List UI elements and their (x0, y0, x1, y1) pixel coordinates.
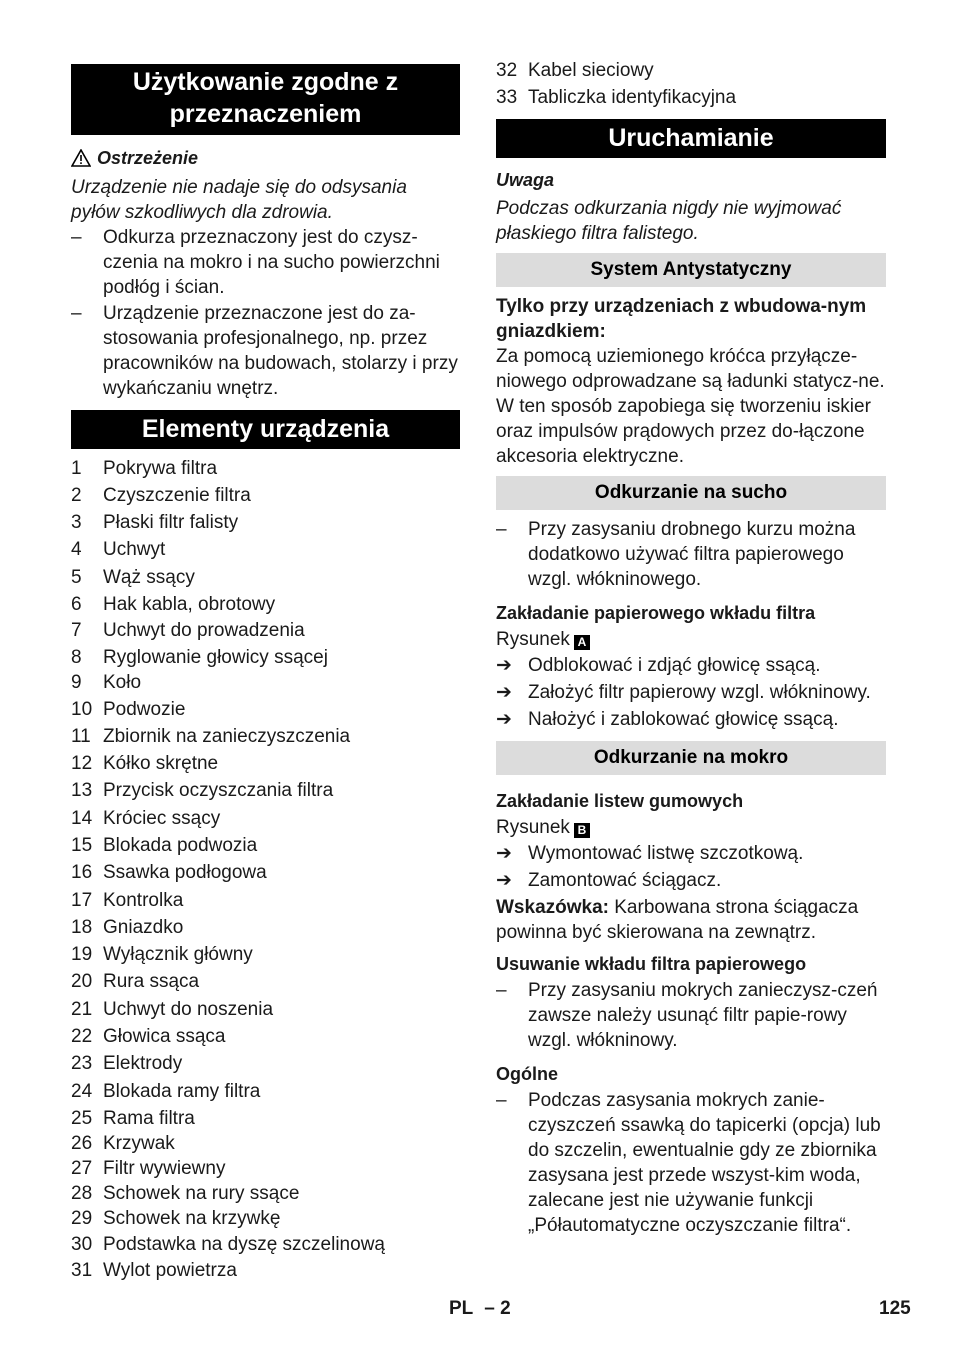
list-item (71, 806, 460, 831)
arrow-right-icon: ➔ (496, 682, 512, 703)
section-title-components: Elementy urządzenia (71, 410, 460, 449)
item-number: 14 (71, 808, 93, 829)
list-item (71, 969, 460, 994)
item-label: Blokada ramy filtra (103, 1081, 261, 1102)
section-title-intended-use: Użytkowanie zgodne z przeznaczeniem (71, 64, 460, 135)
list-item (71, 751, 460, 776)
item-number: 26 (71, 1133, 93, 1154)
item-label: Uchwyt do noszenia (103, 999, 274, 1020)
list-item (71, 915, 460, 940)
list-item: 32 Kabel sieciowy (496, 60, 654, 81)
item-label: Pokrywa filtra (103, 458, 218, 479)
list-item (71, 1131, 460, 1156)
item-number: 18 (71, 917, 93, 938)
note-label: Uwaga (496, 170, 555, 190)
item-label: Blokada podwozia (103, 835, 258, 856)
footer-language-page (449, 1297, 511, 1321)
item-number: 16 (71, 862, 93, 883)
item-number: 22 (71, 1026, 93, 1047)
item-label: Rama filtra (103, 1108, 195, 1129)
list-item (71, 670, 460, 695)
list-item (71, 1024, 460, 1049)
list-item: 33 Tabliczka identyfikacyjna (496, 87, 737, 108)
item-label: Gniazdko (103, 917, 184, 938)
subsection-dry-vacuuming: Odkurzanie na sucho (496, 476, 886, 510)
item-label: Schowek na krzywkę (103, 1208, 281, 1229)
list-item (71, 510, 460, 535)
item-number: 30 (71, 1234, 93, 1255)
list-item (71, 1106, 460, 1131)
list-item (71, 1079, 460, 1104)
item-number: 13 (71, 780, 93, 801)
step-item: ➔ Zamontować ściągacz. (496, 870, 722, 891)
item-number: 6 (71, 594, 82, 615)
list-item: – Urządzenie przeznaczone jest do za-stosowania profesjonalnego, np. przez pracowników na budowach, stolarzy i przy wykańczaniu wnętrz. (71, 303, 458, 399)
item-number: 20 (71, 971, 93, 992)
general-heading: Ogólne (496, 1064, 558, 1084)
item-label: Głowica ssąca (103, 1026, 226, 1047)
item-number: 24 (71, 1081, 93, 1102)
list-item (71, 1051, 460, 1076)
warning-heading (71, 147, 460, 169)
list-item (71, 942, 460, 967)
item-number: 7 (71, 620, 82, 641)
item-number: 12 (71, 753, 93, 774)
footer-page-sep: – 2 (484, 1298, 511, 1319)
hint-text: Wskazówka: Karbowana strona ściągacza powinna być skierowana na zewnątrz. (496, 897, 859, 943)
step-item: ➔ Odblokować i zdjąć głowicę ssącą. (496, 655, 821, 676)
item-label: Czyszczenie filtra (103, 485, 251, 506)
item-number: 23 (71, 1053, 93, 1074)
item-number: 1 (71, 458, 82, 479)
item-label: Uchwyt (103, 539, 166, 560)
list-item (71, 1156, 460, 1181)
figure-reference-a: Rysunek A (496, 627, 886, 652)
item-label: Hak kabla, obrotowy (103, 594, 276, 615)
item-label: Kółko skrętne (103, 753, 219, 774)
item-number: 27 (71, 1158, 93, 1179)
list-item (71, 618, 460, 643)
antistatic-text: Za pomocą uziemionego króćca przyłącze-niowego odprowadzane są ładunki statycz-ne. W ten sposób zapobiega się tworzeniu iskier oraz impulsów prądowych przez do-łączone akcesoria elektryczne. (496, 346, 885, 467)
item-number: 25 (71, 1108, 93, 1129)
list-item (71, 1232, 460, 1257)
item-label: Ryglowanie głowicy ssącej (103, 647, 328, 668)
warning-label: Ostrzeżenie (97, 148, 199, 168)
subsection-antistatic: System Antystatyczny (496, 253, 886, 287)
arrow-right-icon: ➔ (496, 655, 512, 676)
page-number: 125 (879, 1298, 911, 1319)
item-number: 2 (71, 485, 82, 506)
item-label: Rura ssąca (103, 971, 200, 992)
paper-filter-heading: Zakładanie papierowego wkładu filtra (496, 603, 816, 623)
item-label: Filtr wywiewny (103, 1158, 226, 1179)
item-number: 17 (71, 890, 93, 911)
list-item (71, 860, 460, 885)
step-item: ➔ Wymontować listwę szczotkową. (496, 843, 804, 864)
item-number: 29 (71, 1208, 93, 1229)
list-item (71, 778, 460, 803)
item-label: Schowek na rury ssące (103, 1183, 300, 1204)
figure-b-badge: B (574, 823, 590, 838)
item-number: 8 (71, 647, 82, 668)
item-label: Kontrolka (103, 890, 184, 911)
footer-language: PL (449, 1298, 473, 1319)
list-item (71, 483, 460, 508)
list-item (71, 697, 460, 722)
list-item (71, 537, 460, 562)
item-number: 3 (71, 512, 82, 533)
list-item: – Przy zasysaniu mokrych zanieczysz-czeń zawsze należy usunąć filtr papie-rowy wzgl. włókninowy. (496, 980, 878, 1051)
item-number: 31 (71, 1260, 93, 1281)
item-label: Płaski filtr falisty (103, 512, 239, 533)
warning-text: Urządzenie nie nadaje się do odsysania pyłów szkodliwych dla zdrowia. (71, 177, 407, 223)
item-label: Uchwyt do prowadzenia (103, 620, 305, 641)
item-label: Podstawka na dyszę szczelinową (103, 1234, 385, 1255)
list-item (71, 1206, 460, 1231)
item-label: Przycisk oczyszczania filtra (103, 780, 334, 801)
item-number: 28 (71, 1183, 93, 1204)
arrow-right-icon: ➔ (496, 709, 512, 730)
note-text: Podczas odkurzania nigdy nie wyjmować płaskiego filtra falistego. (496, 198, 842, 244)
list-item (71, 565, 460, 590)
item-number: 4 (71, 539, 82, 560)
list-item (71, 997, 460, 1022)
item-number: 5 (71, 567, 82, 588)
list-item: – Odkurza przeznaczony jest do czysz-czenia na mokro i na sucho powierzchni podłóg i ścian. (71, 227, 440, 298)
item-number: 10 (71, 699, 93, 720)
item-label: Elektrody (103, 1053, 183, 1074)
list-item (71, 1181, 460, 1206)
figure-reference-b: Rysunek B (496, 815, 886, 840)
arrow-right-icon: ➔ (496, 870, 512, 891)
section-title-startup: Uruchamianie (496, 119, 886, 158)
item-label: Podwozie (103, 699, 186, 720)
item-number: 11 (71, 726, 91, 747)
list-item (71, 1258, 460, 1283)
antistatic-bold-note: Tylko przy urządzeniach z wbudowa-nym gniazdkiem: (496, 296, 867, 342)
list-item: – Podczas zasysania mokrych zanie-czyszczeń ssawką do tapicerki (opcja) lub do szczelin, ewentualnie gdy ze zbiornika zasysana jest przede wszyst-kim woda, zalecane jest nie używanie funkcji „Półautomatyczne oczyszczanie filtra“. (496, 1090, 881, 1236)
item-label: Wąż ssący (103, 567, 195, 588)
step-item: ➔ Nałożyć i zablokować głowicę ssącą. (496, 709, 839, 730)
item-label: Ssawka podłogowa (103, 862, 267, 883)
item-number: 15 (71, 835, 93, 856)
list-item (71, 724, 460, 749)
list-item (71, 592, 460, 617)
item-label: Koło (103, 672, 142, 693)
list-item (71, 888, 460, 913)
item-label: Wyłącznik główny (103, 944, 253, 965)
item-number: 9 (71, 672, 82, 693)
rubber-strips-heading: Zakładanie listew gumowych (496, 791, 744, 811)
list-item: – Przy zasysaniu drobnego kurzu można dodatkowo używać filtra papierowego wzgl. włókninowego. (496, 519, 856, 590)
arrow-right-icon: ➔ (496, 843, 512, 864)
figure-a-badge: A (574, 635, 590, 650)
list-item (71, 645, 460, 670)
list-item (71, 456, 460, 481)
list-item (71, 833, 460, 858)
remove-filter-heading: Usuwanie wkładu filtra papierowego (496, 954, 807, 974)
item-label: Zbiornik na zanieczyszczenia (103, 726, 351, 747)
item-number: 21 (71, 999, 93, 1020)
warning-triangle-icon (71, 149, 91, 167)
item-label: Krzywak (103, 1133, 175, 1154)
item-label: Wylot powietrza (103, 1260, 237, 1281)
item-label: Króciec ssący (103, 808, 221, 829)
step-item: ➔ Założyć filtr papierowy wzgl. włókninowy. (496, 682, 871, 703)
subsection-wet-vacuuming: Odkurzanie na mokro (496, 741, 886, 775)
item-number: 19 (71, 944, 93, 965)
